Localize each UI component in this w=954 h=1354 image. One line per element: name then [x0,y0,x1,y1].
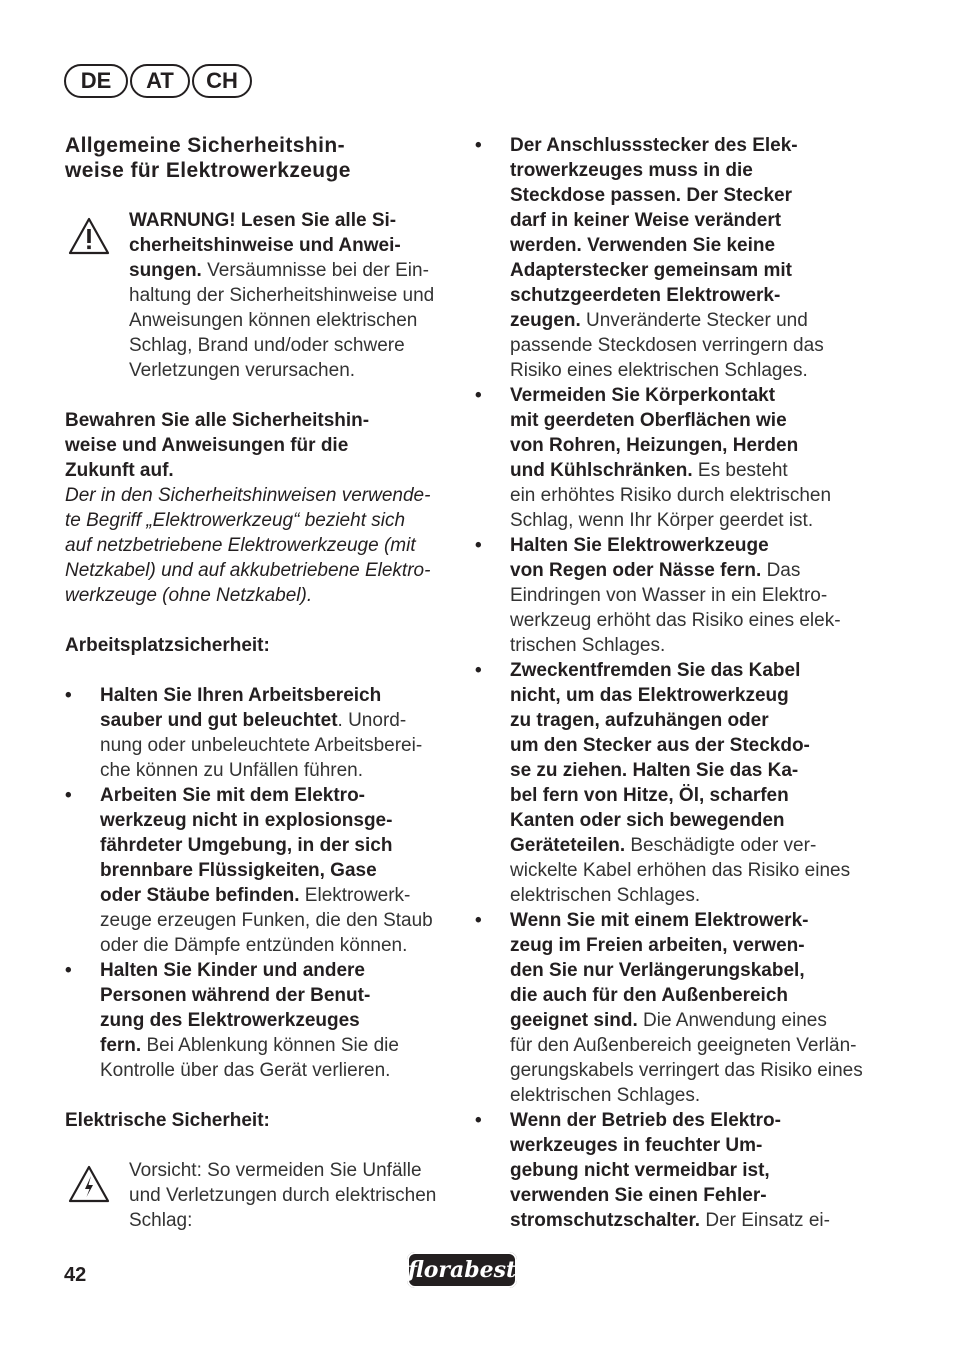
item-bold: Der Anschlussstecker des Elek- trowerkzeuges muss in die Steckdose passen. Der Stecker darf in keiner Weise verändert werden. Verwenden Sie keine Adapterstecker gemeinsam mit schutzgeerdeten Elektrowerk- zeugen. [510,135,798,331]
workplace-safety-title: Arbeitsplatzsicherheit: [65,635,270,656]
item-bold: Wenn der Betrieb des Elektro- werkzeuges in feuchter Um- gebung nicht vermeidbar ist, verwenden Sie einen Fehler- stromschutzschalter. [510,1110,781,1231]
bullet: • [475,910,482,931]
item-text: Bei Ablenkung können Sie die Kontrolle über das Gerät verlieren. [100,1035,399,1081]
list-item [65,958,455,1083]
warning-triangle-icon [67,216,111,256]
bullet: • [65,960,72,981]
bullet: • [475,535,482,556]
list-item [475,383,870,533]
heading-line-2: weise für Elektrowerkzeuge [65,159,351,182]
bullet: • [65,785,72,806]
caution-block [65,1158,455,1233]
bullet: • [475,385,482,406]
list-item [475,533,870,658]
bullet: • [475,1110,482,1131]
item-text: Das Eindringen von Wasser in ein Elektro- werkzeug erhöht das Risiko eines elek- trischen Schlages. [510,560,841,656]
item-text: Unveränderte Stecker und passende Steckdosen verringern das Risiko eines elektrischen Schlages. [510,310,824,381]
heading-line-1: Allgemeine Sicherheitshin- [65,134,345,157]
page-number: 42 [64,1264,87,1286]
list-item [65,783,455,958]
item-bold: Halten Sie Elektrowerkzeuge von Regen oder Nässe fern. [510,535,769,581]
item-bold: Zweckentfremden Sie das Kabel nicht, um das Elektrowerkzeug zu tragen, aufzuhängen oder um den Stecker aus der Steckdo- se zu ziehen. Halten Sie das Ka- bel fern von Hitze, Öl, scharfen Kanten oder sich bewegenden Geräteteilen. [510,660,810,856]
workplace-list [65,683,455,1083]
electrical-safety-title: Elektrische Sicherheit: [65,1110,270,1131]
bullet: • [65,685,72,706]
definition-note: Der in den Sicherheitshinweisen verwende- te Begriff „Elektrowerkzeug“ bezieht sich auf netzbetriebene Elektrowerkzeuge (mit Netzkabel) und auf akkubetriebene Elektro- werkzeuge (ohne Netzkabel). [65,485,431,606]
item-bold: Halten Sie Ihren Arbeitsbereich sauber und gut beleuchtet [100,685,382,731]
list-item [475,658,870,908]
item-bold: Wenn Sie mit einem Elektrowerk- zeug im Freien arbeiten, verwen- den Sie nur Verlängerungskabel, die auch für den Außenbereich geeignet sind. [510,910,809,1031]
item-text: . Unord- nung oder unbeleuchtete Arbeitsberei- che können zu Unfällen führen. [100,710,423,781]
item-text: Die Anwendung eines für den Außenbereich geeigneten Verlän- gerungskabels verringert das Risiko eines elektrischen Schlages. [510,1010,863,1106]
list-item [65,683,455,783]
bullet: • [475,135,482,156]
list-item [475,133,870,383]
item-text: Beschädigte oder ver- wickelte Kabel erhöhen das Risiko eines elektrischen Schlages. [510,835,851,906]
badge-ch: CH [192,64,252,98]
warning-block [65,208,455,383]
item-bold: Halten Sie Kinder und andere Personen während der Benut- zung des Elektrowerkzeuges fern. [100,960,371,1056]
badge-at: AT [130,64,190,98]
item-text: Der Einsatz ei- [700,1210,830,1231]
bullet: • [475,660,482,681]
item-bold: Arbeiten Sie mit dem Elektro- werkzeug nicht in explosionsge- fährdeter Umgebung, in der sich brennbare Flüssigkeiten, Gase oder Stäube befinden. [100,785,393,906]
item-bold: Vermeiden Sie Körperkontakt mit geerdeten Oberflächen wie von Rohren, Heizungen, Herden und Kühlschränken. [510,385,799,481]
florabest-logo: florabest [407,1252,517,1288]
left-column [65,133,455,1233]
caution-text: Vorsicht: So vermeiden Sie Unfälle und Verletzungen durch elektrischen Schlag: [129,1160,437,1231]
right-column [475,133,870,1233]
warning-bold-text: WARNUNG! Lesen Sie alle Si- cherheitshinweise und Anwei- sungen. [129,210,401,281]
list-item [475,908,870,1108]
list-item [475,1108,870,1233]
badge-de: DE [64,64,128,98]
item-text: Elektrowerk- zeuge erzeugen Funken, die den Staub oder die Dämpfe entzünden können. [100,885,433,956]
warning-text: Versäumnisse bei der Ein- haltung der Sicherheitshinweise und Anweisungen können elektrischen Schlag, Brand und/oder schwere Verletzungen verursachen. [129,260,435,381]
section-heading [65,133,455,183]
item-text: Es besteht ein erhöhtes Risiko durch elektrischen Schlag, wenn Ihr Körper geerdet ist. [510,460,832,531]
electric-hazard-icon [67,1164,111,1204]
keep-instructions-heading: Bewahren Sie alle Sicherheitshin- weise und Anweisungen für die Zukunft auf. [65,410,370,481]
